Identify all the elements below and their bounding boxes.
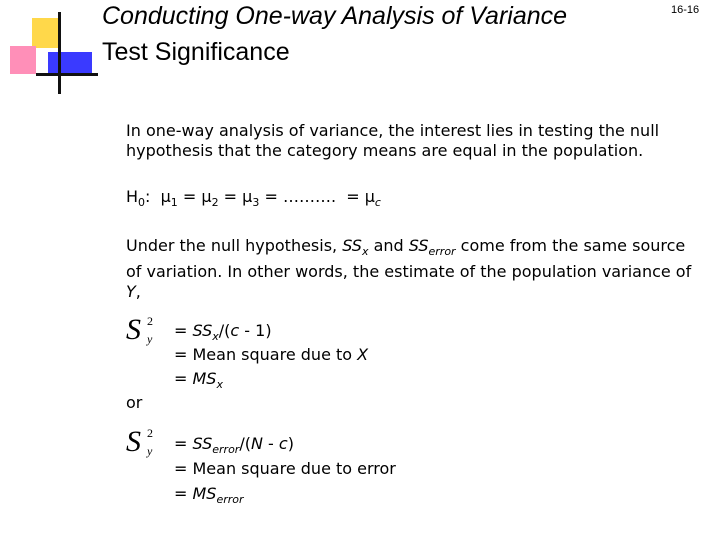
equation-mserror-line: = $MS_{error}$ xyxy=(174,484,244,507)
or-label: or xyxy=(126,393,143,412)
intro-paragraph: In one-way analysis of variance, the interest lies in testing the null hypothesis that the category means are equal in the population. xyxy=(126,121,660,160)
decor-line-horizontal xyxy=(36,73,98,76)
null-hypothesis-explanation: Under the null hypothesis, $SS_x$ and $SS_{error}$ come from the same source of variation. In other words, the estimate of the population variance of Y, xyxy=(126,236,692,302)
equation-mean-square-error-line: = Mean square due to error xyxy=(174,459,396,478)
variance-symbol: S 2 y xyxy=(126,313,153,346)
decor-square-yellow xyxy=(32,18,60,48)
equation-ssx-line: = $SS_x/(c - 1)$ xyxy=(174,321,272,344)
equation-sserror-line: = $SS_{error}/(N - c)$ xyxy=(174,434,294,457)
decor-square-pink xyxy=(10,46,36,74)
slide-title: Conducting One-way Analysis of Variance xyxy=(102,2,568,30)
slide-number: 16-16 xyxy=(671,4,700,16)
equation-msx-line: = $MS_x$ xyxy=(174,369,223,392)
equation-mean-square-x-line: = Mean square due to X xyxy=(174,345,369,364)
variance-symbol: S 2 y xyxy=(126,425,153,458)
decor-line-vertical xyxy=(58,12,61,94)
slide-subtitle: Test Significance xyxy=(102,38,290,66)
null-hypothesis: $H_0$: µ$_1$ = µ$_2$ = µ$_3$ = ………. = µ$_c$ xyxy=(126,187,381,210)
